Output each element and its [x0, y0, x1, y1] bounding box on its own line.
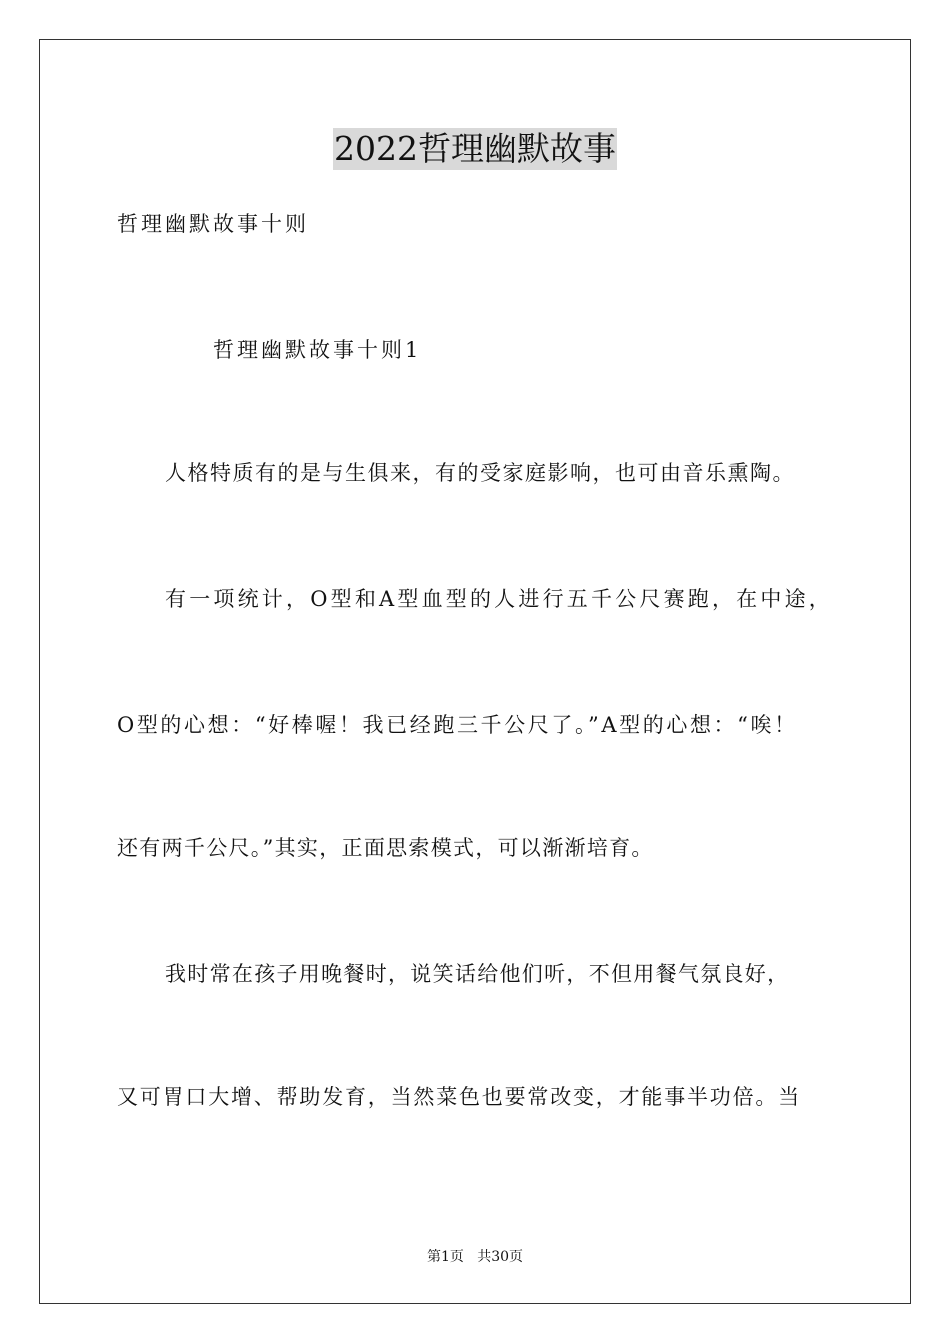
paragraph-line: 又可胃口大增、帮助发育，当然菜色也要常改变，才能事半功倍。当	[117, 1085, 801, 1109]
paragraph-line: 还有两千公尺。”其实，正面思索模式，可以渐渐培育。	[117, 836, 654, 860]
document-title	[0, 128, 950, 170]
paragraph-line: 有一项统计，O型和A型血型的人进行五千公尺赛跑，在中途，	[165, 587, 833, 611]
page-footer: 第1页 共30页	[426, 1249, 524, 1265]
paragraph-line: 人格特质有的是与生俱来，有的受家庭影响，也可由音乐熏陶。	[165, 461, 795, 485]
paragraph-line: O型的心想：“好棒喔！我已经跑三千公尺了。”A型的心想：“唉！	[117, 713, 798, 737]
section-heading: 哲理幽默故事十则	[117, 212, 309, 236]
paragraph-line: 我时常在孩子用晚餐时，说笑话给他们听，不但用餐气氛良好，	[165, 962, 790, 986]
document-title-text: 2022哲理幽默故事	[334, 129, 616, 168]
subsection-heading: 哲理幽默故事十则1	[213, 338, 422, 362]
